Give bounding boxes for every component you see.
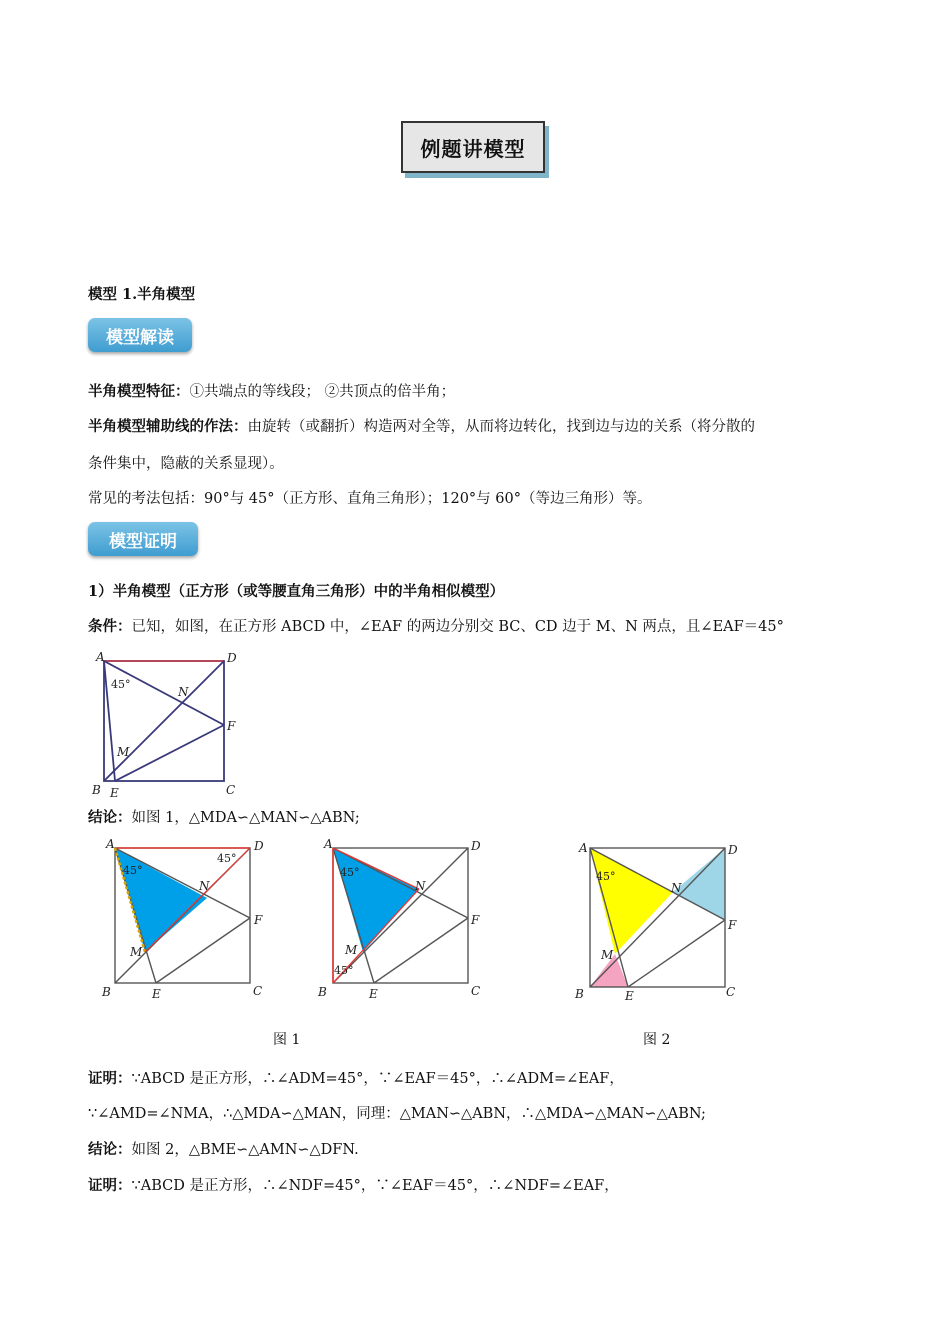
label-f: F [254,913,263,927]
aux-text-2: 条件集中，隐蔽的关系显现）。 [88,456,284,472]
label-a: A [579,841,588,855]
label-a: A [324,837,333,851]
label-d: D [728,843,738,857]
proof-1-text-2: ∵∠AMD=∠NMA，∴△MDA∽△MAN，同理：△MAN∽△ABN，∴△MDA∽△MAN∽△ABN; [88,1106,706,1122]
conclusion-2-label: 结论： [88,1141,132,1158]
label-n: N [199,879,210,893]
conclusion-2-text: 如图 2，△BME∽△AMN∽△DFN. [131,1142,359,1158]
label-c: C [726,985,736,999]
condition-text: 已知，如图，在正方形 ABCD 中，∠EAF 的两边分别交 BC、CD 边于 M、N 两点，且∠EAF＝45° [131,619,784,635]
label-n: N [671,881,682,895]
label-a: A [106,837,115,851]
label-b: B [575,987,584,1001]
conclusion-2-line [88,1138,359,1159]
ray-af [104,661,224,725]
figure-1-left [95,832,275,1007]
label-c: C [253,984,263,998]
conclusion-1-text: 如图 1，△MDA∽△MAN∽△ABN; [131,810,360,826]
subsection-heading: 1）半角模型（正方形（或等腰直角三角形）中的半角相似模型） [88,583,505,600]
label-e: E [110,786,119,800]
label-f: F [471,913,480,927]
common-exam-line: 常见的考法包括：90°与 45°（正方形、直角三角形）；120°与 60°（等边三角形）等。 [88,491,652,507]
figure-base-square [88,645,248,800]
label-e: E [152,987,161,1001]
tag-model-proof: 模型证明 [88,522,198,556]
condition-line [88,615,784,636]
label-angle-45-a: 45° [340,866,360,879]
proof-1-label: 证明： [88,1070,132,1087]
label-f: F [728,918,737,932]
label-n: N [415,879,426,893]
label-angle-45-d: 45° [217,852,237,865]
features-line [88,380,455,401]
triangle-amn-yellow [590,848,673,954]
aux-label: 半角模型辅助线的作法： [88,418,248,435]
label-angle-45-a: 45° [123,864,143,877]
label-d: D [254,839,264,853]
label-e: E [625,989,634,1003]
label-c: C [226,783,236,797]
label-c: C [471,984,481,998]
label-m: M [601,948,614,962]
label-b: B [102,985,111,999]
tag-model-interpret: 模型解读 [88,318,192,352]
label-angle-45-b: 45° [334,964,354,977]
proof-2-line-1 [88,1174,619,1195]
conclusion-1-label: 结论： [88,809,132,826]
page-title: 例题讲模型 [420,136,526,161]
figure-1-right [313,832,493,1007]
label-m: M [345,943,358,957]
label-f: F [227,719,236,733]
label-b: B [92,783,101,797]
label-a: A [96,650,105,664]
page-title-banner [401,121,545,173]
aux-line-1 [88,415,755,436]
figure-2 [570,832,750,1007]
label-d: D [227,651,237,665]
label-e: E [369,987,378,1001]
proof-1-line-1 [88,1067,624,1088]
proof-2-text-1: ∵ABCD 是正方形，∴∠NDF=45°，∵∠EAF＝45°，∴∠NDF=∠EAF， [131,1178,619,1194]
caption-figure-2: 图 2 [643,1032,671,1048]
features-label: 半角模型特征： [88,383,190,400]
segment-ef [628,920,725,987]
aux-text-1: 由旋转（或翻折）构造两对全等，从而将边转化，找到边与边的关系（将分散的 [247,419,755,435]
label-angle-45: 45° [596,870,616,883]
conclusion-1-line [88,806,360,827]
proof-2-label: 证明： [88,1177,132,1194]
condition-label: 条件： [88,618,132,635]
caption-figure-1: 图 1 [273,1032,301,1048]
label-d: D [471,839,481,853]
label-m: M [130,945,143,959]
label-m: M [117,745,130,759]
label-n: N [178,685,189,699]
label-angle-45: 45° [111,678,131,691]
label-b: B [318,985,327,999]
proof-1-text-1: ∵ABCD 是正方形，∴∠ADM=45°，∵∠EAF＝45°，∴∠ADM=∠EAF， [131,1071,624,1087]
section-heading: 模型 1.半角模型 [88,286,196,303]
features-text: ①共端点的等线段； ②共顶点的倍半角； [189,384,456,400]
